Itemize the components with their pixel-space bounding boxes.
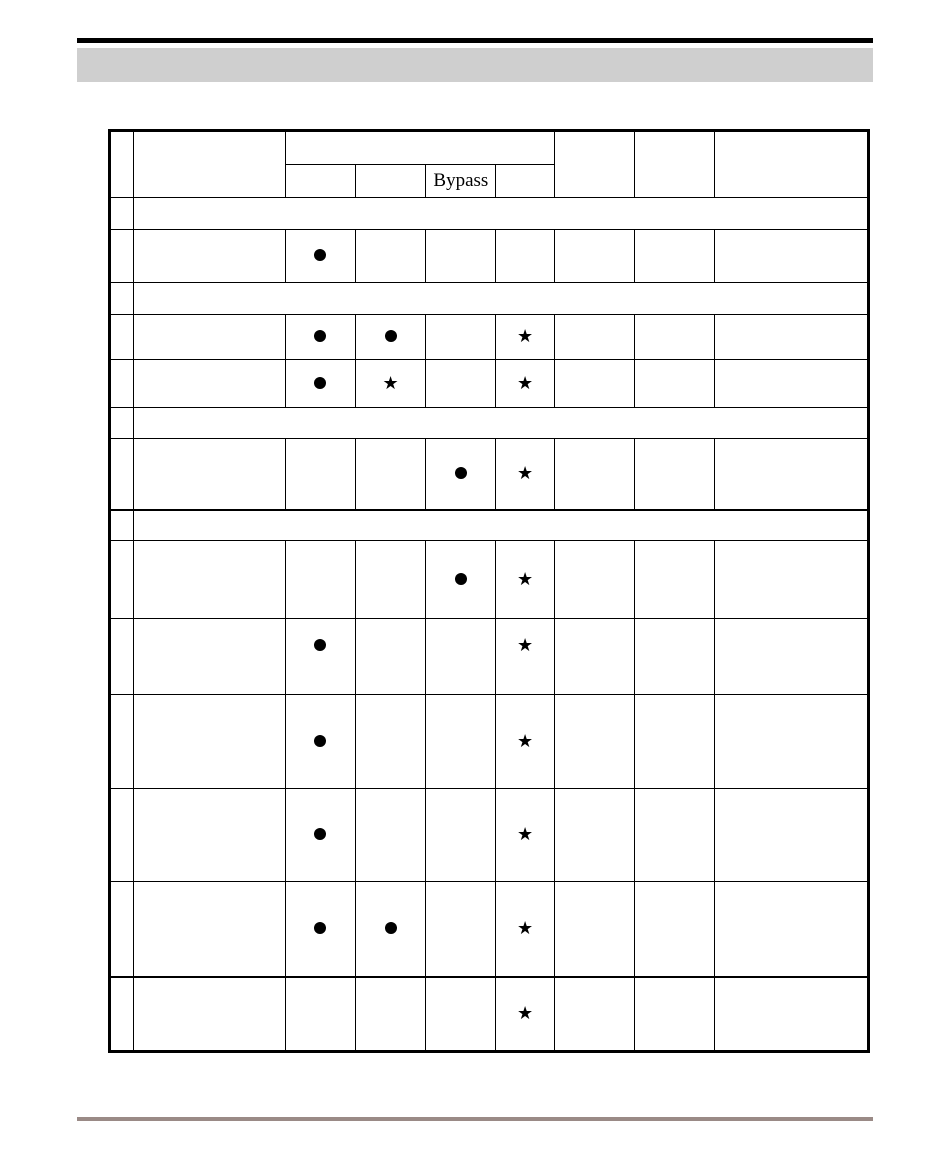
black-star-icon: ★ bbox=[517, 730, 534, 752]
filled-circle-icon bbox=[314, 922, 326, 934]
header-item-cell bbox=[134, 131, 286, 198]
black-star-icon: ★ bbox=[517, 462, 534, 484]
remarks-cell bbox=[715, 695, 869, 789]
col-7-cell bbox=[554, 315, 634, 360]
header-mode-2-cell bbox=[355, 165, 425, 198]
section-title-cell bbox=[134, 283, 869, 315]
black-star-icon: ★ bbox=[382, 372, 399, 394]
row-index-cell bbox=[110, 977, 134, 1052]
filled-circle-icon bbox=[385, 922, 397, 934]
row-index-cell bbox=[110, 541, 134, 619]
item-name-cell bbox=[134, 695, 286, 789]
remarks-cell bbox=[715, 541, 869, 619]
mode-4-cell bbox=[496, 230, 554, 283]
black-star-icon: ★ bbox=[517, 326, 534, 347]
spec-table-container bbox=[108, 129, 870, 1053]
mode-1-cell bbox=[285, 882, 355, 977]
mode-4-cell bbox=[496, 439, 554, 510]
item-name-cell bbox=[134, 882, 286, 977]
col-8-cell bbox=[635, 619, 715, 695]
black-star-icon: ★ bbox=[517, 635, 534, 656]
section-title-cell bbox=[134, 510, 869, 541]
section-row bbox=[110, 283, 869, 315]
mode-1-cell bbox=[285, 695, 355, 789]
item-name-cell bbox=[134, 439, 286, 510]
mode-2-cell bbox=[355, 789, 425, 882]
header-col-7-cell bbox=[554, 131, 634, 198]
bottom-rule bbox=[77, 1117, 873, 1121]
header-col-8-cell bbox=[635, 131, 715, 198]
remarks-cell bbox=[715, 619, 869, 695]
mode-3-cell bbox=[426, 360, 496, 408]
col-8-cell bbox=[635, 695, 715, 789]
mode-1-cell bbox=[285, 789, 355, 882]
spec-table-body bbox=[110, 198, 869, 1052]
table-row bbox=[110, 789, 869, 882]
col-7-cell bbox=[554, 439, 634, 510]
section-title-cell bbox=[134, 198, 869, 230]
table-row bbox=[110, 360, 869, 408]
mode-3-cell bbox=[426, 315, 496, 360]
table-row bbox=[110, 882, 869, 977]
col-8-cell bbox=[635, 977, 715, 1052]
mode-2-cell bbox=[355, 882, 425, 977]
item-name-cell bbox=[134, 789, 286, 882]
top-rule bbox=[77, 38, 873, 43]
col-8-cell bbox=[635, 360, 715, 408]
mode-3-cell bbox=[426, 541, 496, 619]
filled-circle-icon bbox=[314, 377, 326, 389]
row-index-cell bbox=[110, 198, 134, 230]
mode-4-cell bbox=[496, 882, 554, 977]
mode-3-cell bbox=[426, 977, 496, 1052]
row-index-cell bbox=[110, 315, 134, 360]
spec-table bbox=[108, 129, 870, 1053]
mode-2-cell bbox=[355, 977, 425, 1052]
col-7-cell bbox=[554, 360, 634, 408]
remarks-cell bbox=[715, 360, 869, 408]
col-8-cell bbox=[635, 882, 715, 977]
filled-circle-icon bbox=[314, 735, 326, 747]
mode-1-cell bbox=[285, 315, 355, 360]
mode-1-cell bbox=[285, 619, 355, 695]
mode-1-cell bbox=[285, 977, 355, 1052]
remarks-cell bbox=[715, 315, 869, 360]
section-row bbox=[110, 198, 869, 230]
mode-1-cell bbox=[285, 439, 355, 510]
col-8-cell bbox=[635, 789, 715, 882]
row-index-cell bbox=[110, 510, 134, 541]
filled-circle-icon bbox=[314, 639, 326, 651]
mode-4-cell bbox=[496, 360, 554, 408]
black-star-icon: ★ bbox=[517, 568, 534, 590]
filled-circle-icon bbox=[314, 249, 326, 261]
col-7-cell bbox=[554, 789, 634, 882]
col-7-cell bbox=[554, 541, 634, 619]
filled-circle-icon bbox=[385, 330, 397, 342]
item-name-cell bbox=[134, 619, 286, 695]
remarks-cell bbox=[715, 439, 869, 510]
remarks-cell bbox=[715, 230, 869, 283]
header-remarks-cell bbox=[715, 131, 869, 198]
row-index-cell bbox=[110, 408, 134, 439]
remarks-cell bbox=[715, 882, 869, 977]
mode-3-cell bbox=[426, 439, 496, 510]
col-7-cell bbox=[554, 230, 634, 283]
mode-1-cell bbox=[285, 230, 355, 283]
item-name-cell bbox=[134, 230, 286, 283]
col-7-cell bbox=[554, 695, 634, 789]
black-star-icon: ★ bbox=[517, 1002, 534, 1024]
mode-4-cell bbox=[496, 977, 554, 1052]
table-row bbox=[110, 695, 869, 789]
item-name-cell bbox=[134, 315, 286, 360]
mode-2-cell bbox=[355, 619, 425, 695]
filled-circle-icon bbox=[455, 467, 467, 479]
remarks-cell bbox=[715, 977, 869, 1052]
black-star-icon: ★ bbox=[517, 372, 534, 394]
mode-1-cell bbox=[285, 541, 355, 619]
row-index-cell bbox=[110, 360, 134, 408]
table-row bbox=[110, 541, 869, 619]
mode-4-cell bbox=[496, 541, 554, 619]
filled-circle-icon bbox=[314, 828, 326, 840]
row-index-cell bbox=[110, 619, 134, 695]
mode-2-cell bbox=[355, 360, 425, 408]
col-8-cell bbox=[635, 315, 715, 360]
col-7-cell bbox=[554, 619, 634, 695]
header-mode-1-cell bbox=[285, 165, 355, 198]
black-star-icon: ★ bbox=[517, 917, 534, 939]
mode-2-cell bbox=[355, 695, 425, 789]
row-index-cell bbox=[110, 695, 134, 789]
mode-1-cell bbox=[285, 360, 355, 408]
mode-4-cell bbox=[496, 619, 554, 695]
row-index-cell bbox=[110, 230, 134, 283]
mode-3-cell bbox=[426, 789, 496, 882]
col-7-cell bbox=[554, 977, 634, 1052]
header-mode-bypass-cell: Bypass bbox=[426, 165, 496, 198]
row-index-cell bbox=[110, 789, 134, 882]
filled-circle-icon bbox=[314, 330, 326, 342]
row-index-cell bbox=[110, 882, 134, 977]
mode-3-cell bbox=[426, 230, 496, 283]
item-name-cell bbox=[134, 360, 286, 408]
table-row bbox=[110, 619, 869, 695]
header-index-cell bbox=[110, 131, 134, 198]
row-index-cell bbox=[110, 283, 134, 315]
mode-2-cell bbox=[355, 541, 425, 619]
col-7-cell bbox=[554, 882, 634, 977]
table-row bbox=[110, 230, 869, 283]
item-name-cell bbox=[134, 977, 286, 1052]
section-title-cell bbox=[134, 408, 869, 439]
mode-2-cell bbox=[355, 439, 425, 510]
section-row bbox=[110, 408, 869, 439]
col-8-cell bbox=[635, 541, 715, 619]
col-8-cell bbox=[635, 230, 715, 283]
item-name-cell bbox=[134, 541, 286, 619]
mode-4-cell bbox=[496, 315, 554, 360]
mode-3-cell bbox=[426, 695, 496, 789]
mode-3-cell bbox=[426, 619, 496, 695]
mode-3-cell bbox=[426, 882, 496, 977]
table-row bbox=[110, 439, 869, 510]
black-star-icon: ★ bbox=[517, 824, 534, 845]
mode-2-cell bbox=[355, 315, 425, 360]
col-8-cell bbox=[635, 439, 715, 510]
remarks-cell bbox=[715, 789, 869, 882]
row-index-cell bbox=[110, 439, 134, 510]
mode-2-cell bbox=[355, 230, 425, 283]
mode-4-cell bbox=[496, 695, 554, 789]
table-row bbox=[110, 315, 869, 360]
table-row bbox=[110, 977, 869, 1052]
section-row bbox=[110, 510, 869, 541]
header-mode-4-cell bbox=[496, 165, 554, 198]
header-mode-group-cell bbox=[285, 131, 554, 165]
filled-circle-icon bbox=[455, 573, 467, 585]
header-band bbox=[77, 48, 873, 82]
mode-4-cell bbox=[496, 789, 554, 882]
